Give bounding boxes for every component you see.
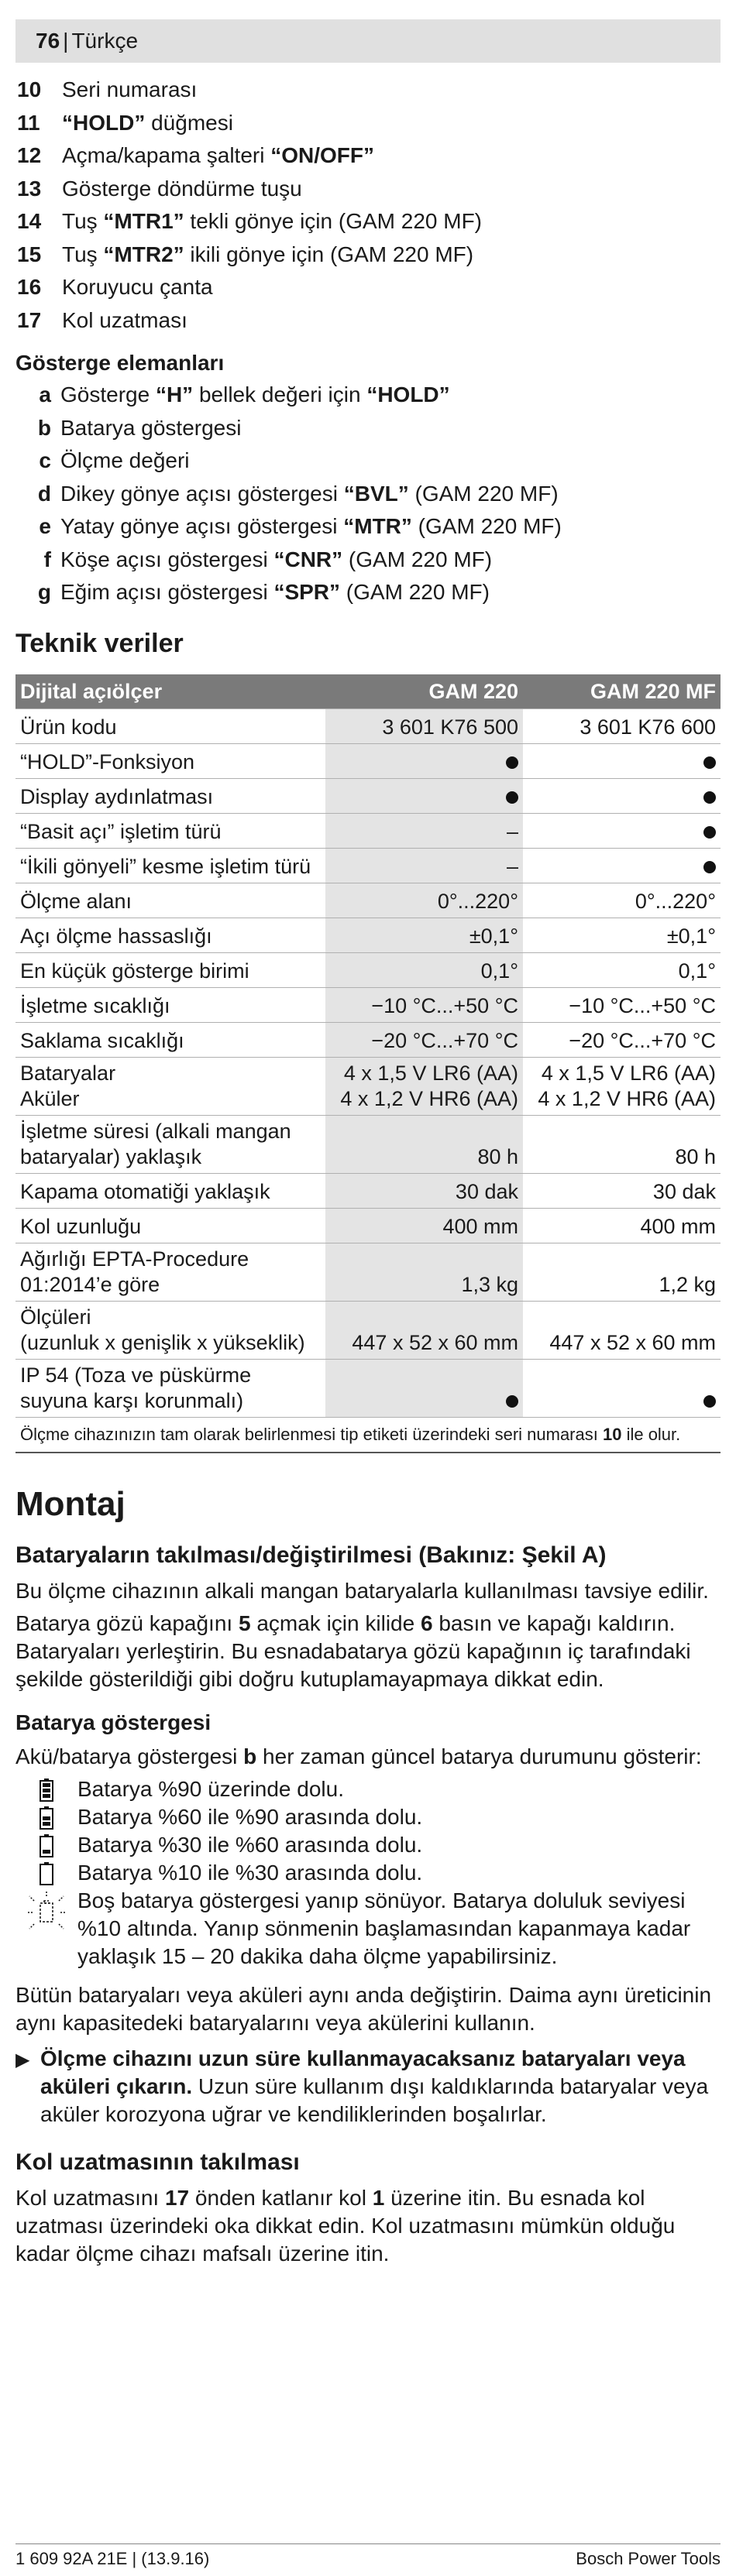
table-row <box>15 813 721 848</box>
row-label-cell: Kapama otomatiği yaklaşık <box>15 1173 325 1208</box>
value-cell: – <box>325 813 523 848</box>
battery-levels <box>15 1775 721 1971</box>
row-label-cell: IP 54 (Toza ve püskürme suyuna karşı korunmalı) <box>15 1359 325 1417</box>
arm-extension-heading: Kol uzatmasının takılması <box>15 2149 300 2175</box>
list-item <box>15 444 721 478</box>
column-header: GAM 220 MF <box>523 674 721 709</box>
row-label-cell: Ağırlığı EPTA-Procedure 01:2014’e göre <box>15 1243 325 1301</box>
table-row <box>15 1243 721 1301</box>
list-item <box>15 478 721 511</box>
page-header <box>15 19 721 63</box>
technical-data-heading: Teknik veriler <box>15 628 184 658</box>
filled-dot-icon <box>506 791 518 804</box>
battery-full-icon <box>15 1775 77 1802</box>
value-cell: 80 h <box>523 1115 721 1173</box>
value-cell: 4 x 1,5 V LR6 (AA) 4 x 1,2 V HR6 (AA) <box>523 1057 721 1115</box>
battery-empty-blinking-icon <box>15 1887 77 1933</box>
item-letter: d <box>37 481 51 506</box>
row-label-cell: “Basit açı” işletim türü <box>15 813 325 848</box>
value-cell: 30 dak <box>523 1173 721 1208</box>
item-text: Koruyucu çanta <box>62 275 213 299</box>
table-row <box>15 1208 721 1243</box>
list-item <box>15 379 721 412</box>
item-text: Batarya göstergesi <box>60 415 242 440</box>
list-item <box>15 107 721 140</box>
value-cell <box>325 743 523 778</box>
list-item <box>15 412 721 445</box>
table-row <box>15 1022 721 1057</box>
table-footnote: Ölçme cihazınızın tam olarak belirlenmesi tip etiketi üzerindeki seri numarası 10 ile olur. <box>15 1417 721 1453</box>
filled-dot-icon <box>703 861 716 873</box>
header-language: Türkçe <box>71 29 139 53</box>
list-item <box>15 173 721 206</box>
row-label-cell: Saklama sıcaklığı <box>15 1022 325 1057</box>
table-header-row <box>15 674 721 709</box>
table-row <box>15 1301 721 1359</box>
value-cell: ±0,1° <box>325 918 523 952</box>
filled-dot-icon <box>506 1395 518 1408</box>
table-row <box>15 1057 721 1115</box>
filled-dot-icon <box>703 791 716 804</box>
value-cell: 4 x 1,5 V LR6 (AA) 4 x 1,2 V HR6 (AA) <box>325 1057 523 1115</box>
row-label-cell: İşletme süresi (alkali mangan bataryalar) yaklaşık <box>15 1115 325 1173</box>
column-header: Dijital açıölçer <box>15 674 325 709</box>
triangle-right-icon: ▶ <box>15 2049 30 2070</box>
montaj-heading: Montaj <box>15 1484 126 1523</box>
filled-dot-icon <box>703 756 716 769</box>
table-footnote-row <box>15 1417 721 1453</box>
list-item <box>15 1831 721 1859</box>
item-number: 15 <box>17 242 42 266</box>
value-cell: – <box>325 848 523 883</box>
level-text: Batarya %30 ile %60 arasında dolu. <box>77 1832 423 1857</box>
table-row <box>15 743 721 778</box>
item-number: 17 <box>17 307 42 332</box>
value-cell: −10 °C...+50 °C <box>325 987 523 1022</box>
display-elements-list <box>15 379 721 609</box>
item-letter: a <box>39 382 51 406</box>
footer-doc-code: 1 609 92A 21E | (13.9.16) <box>15 2549 210 2568</box>
row-label-cell: Ürün kodu <box>15 708 325 743</box>
value-cell <box>523 778 721 813</box>
value-cell: 447 x 52 x 60 mm <box>325 1301 523 1359</box>
item-text: Açma/kapama şalteri “ON/OFF” <box>62 143 374 167</box>
value-cell <box>523 1359 721 1417</box>
value-cell: 3 601 K76 600 <box>523 708 721 743</box>
row-label-cell: Ölçüleri (uzunluk x genişlik x yükseklik) <box>15 1301 325 1359</box>
item-text: Gösterge “H” bellek değeri için “HOLD” <box>60 382 450 406</box>
list-item <box>15 74 721 107</box>
battery-two-thirds-icon <box>15 1803 77 1830</box>
value-cell: 400 mm <box>523 1208 721 1243</box>
table-row <box>15 987 721 1022</box>
item-text: Seri numarası <box>62 77 198 101</box>
item-number: 14 <box>17 209 42 233</box>
item-text: Yatay gönye açısı göstergesi “MTR” (GAM 220 MF) <box>60 514 562 538</box>
item-letter: f <box>43 547 51 571</box>
list-item <box>15 510 721 544</box>
list-item <box>15 1775 721 1803</box>
value-cell: 0°...220° <box>325 883 523 918</box>
value-cell: 0,1° <box>523 952 721 987</box>
item-text: Kol uzatması <box>62 307 187 332</box>
list-item <box>15 1887 721 1971</box>
value-cell: 80 h <box>325 1115 523 1173</box>
item-number: 16 <box>17 275 42 299</box>
item-text: Gösterge döndürme tuşu <box>62 176 302 201</box>
value-cell: 3 601 K76 500 <box>325 708 523 743</box>
value-cell: −20 °C...+70 °C <box>325 1022 523 1057</box>
column-header: GAM 220 <box>325 674 523 709</box>
item-text: Köşe açısı göstergesi “CNR” (GAM 220 MF) <box>60 547 493 571</box>
row-label-cell: Bataryalar Aküler <box>15 1057 325 1115</box>
value-cell: 400 mm <box>325 1208 523 1243</box>
table-row <box>15 1359 721 1417</box>
paragraph: Batarya gözü kapağını 5 açmak için kilide 6 basın ve kapağı kaldırın. Bataryaları yerleştirin. Bu esnadabatarya gözü kapağının iç tarafındaki şekilde gösterildiği gibi doğru kutuplamayapmaya dikkat edin. <box>15 1610 691 1691</box>
table-row <box>15 848 721 883</box>
level-text: Boş batarya göstergesi yanıp sönüyor. Batarya doluluk seviyesi %10 altında. Yanıp sönmenin başlamasından kapanmaya kadar yaklaşık 15 – 20 dakika daha ölçme yapabilirsiniz. <box>77 1888 691 1968</box>
table-row <box>15 883 721 918</box>
battery-indicator-heading: Batarya göstergesi <box>15 1710 212 1734</box>
page-number: 76 <box>36 29 60 53</box>
value-cell: −20 °C...+70 °C <box>523 1022 721 1057</box>
list-item <box>15 304 721 338</box>
table-row <box>15 778 721 813</box>
item-letter: b <box>37 415 51 440</box>
value-cell <box>523 743 721 778</box>
list-item <box>15 576 721 609</box>
row-label-cell: Kol uzunluğu <box>15 1208 325 1243</box>
row-label-cell: Ölçme alanı <box>15 883 325 918</box>
value-cell: 447 x 52 x 60 mm <box>523 1301 721 1359</box>
filled-dot-icon <box>703 826 716 839</box>
value-cell: −10 °C...+50 °C <box>523 987 721 1022</box>
value-cell <box>523 848 721 883</box>
paragraph: Akü/batarya göstergesi b her zaman güncel batarya durumunu gösterir: <box>15 1744 702 1768</box>
value-cell <box>523 813 721 848</box>
item-text: Tuş “MTR1” tekli gönye için (GAM 220 MF) <box>62 209 482 233</box>
item-letter: e <box>39 514 51 538</box>
item-text: Ölçme değeri <box>60 448 190 472</box>
value-cell: 30 dak <box>325 1173 523 1208</box>
list-item <box>15 1803 721 1831</box>
value-cell: 1,2 kg <box>523 1243 721 1301</box>
item-number: 12 <box>17 143 42 167</box>
header-separator: | <box>63 29 69 53</box>
item-number: 13 <box>17 176 42 201</box>
value-cell <box>325 1359 523 1417</box>
item-letter: g <box>37 580 51 604</box>
table-body <box>15 708 721 1417</box>
table-row <box>15 1173 721 1208</box>
display-elements-heading: Gösterge elemanları <box>15 351 225 375</box>
warning-note <box>15 2045 721 2128</box>
paragraph: Bütün bataryaları veya aküleri aynı anda değiştirin. Daima aynı üreticinin aynı kapasitedeki bataryalarını veya akülerini kullanın. <box>15 1982 712 2035</box>
table-row <box>15 1115 721 1173</box>
list-item <box>15 139 721 173</box>
paragraph: Bu ölçme cihazının alkali mangan bataryalarla kullanılması tavsiye edilir. <box>15 1578 709 1603</box>
value-cell: 0,1° <box>325 952 523 987</box>
filled-dot-icon <box>506 756 518 769</box>
item-text: Tuş “MTR2” ikili gönye için (GAM 220 MF) <box>62 242 474 266</box>
warning-text: Ölçme cihazını uzun süre kullanmayacaksanız bataryaları veya aküleri çıkarın. Uzun süre kullanım dışı kaldıklarında bataryalar veya aküler korozyona uğrar ve kendiliklerinden boşalırlar. <box>40 2046 709 2126</box>
item-text: Eğim açısı göstergesi “SPR” (GAM 220 MF) <box>60 580 490 604</box>
list-item <box>15 271 721 304</box>
list-item <box>15 238 721 272</box>
battery-one-third-icon <box>15 1831 77 1857</box>
technical-data-table <box>15 674 721 1453</box>
value-cell <box>325 778 523 813</box>
paragraph: Kol uzatmasını 17 önden katlanır kol 1 üzerine itin. Bu esnada kol uzatması üzerindeki oka dikkat edin. Kol uzatmasını mümkün olduğu kadar ölçme cihazı mafsalı üzerine itin. <box>15 2185 676 2266</box>
row-label-cell: İşletme sıcaklığı <box>15 987 325 1022</box>
manual-page <box>15 19 721 2268</box>
value-cell: 0°...220° <box>523 883 721 918</box>
item-number: 10 <box>17 77 42 101</box>
component-list <box>15 74 721 337</box>
item-text: Dikey gönye açısı göstergesi “BVL” (GAM 220 MF) <box>60 481 559 506</box>
row-label-cell: “İkili gönyeli” kesme işletim türü <box>15 848 325 883</box>
filled-dot-icon <box>703 1395 716 1408</box>
table-row <box>15 952 721 987</box>
page-footer <box>15 2543 721 2569</box>
battery-install-heading: Bataryaların takılması/değiştirilmesi (Bakınız: Şekil A) <box>15 1542 607 1568</box>
list-item <box>15 1859 721 1887</box>
row-label-cell: “HOLD”-Fonksiyon <box>15 743 325 778</box>
level-text: Batarya %10 ile %30 arasında dolu. <box>77 1860 423 1885</box>
item-text: “HOLD” düğmesi <box>62 110 233 135</box>
list-item <box>15 205 721 238</box>
row-label-cell: Açı ölçme hassaslığı <box>15 918 325 952</box>
item-letter: c <box>39 448 51 472</box>
row-label-cell: En küçük gösterge birimi <box>15 952 325 987</box>
list-item <box>15 544 721 577</box>
item-number: 11 <box>17 110 40 135</box>
row-label-cell: Display aydınlatması <box>15 778 325 813</box>
footer-brand: Bosch Power Tools <box>576 2549 721 2568</box>
table-row <box>15 918 721 952</box>
table-row <box>15 708 721 743</box>
value-cell: ±0,1° <box>523 918 721 952</box>
level-text: Batarya %90 üzerinde dolu. <box>77 1776 344 1801</box>
battery-low-icon <box>15 1859 77 1885</box>
level-text: Batarya %60 ile %90 arasında dolu. <box>77 1804 423 1829</box>
value-cell: 1,3 kg <box>325 1243 523 1301</box>
